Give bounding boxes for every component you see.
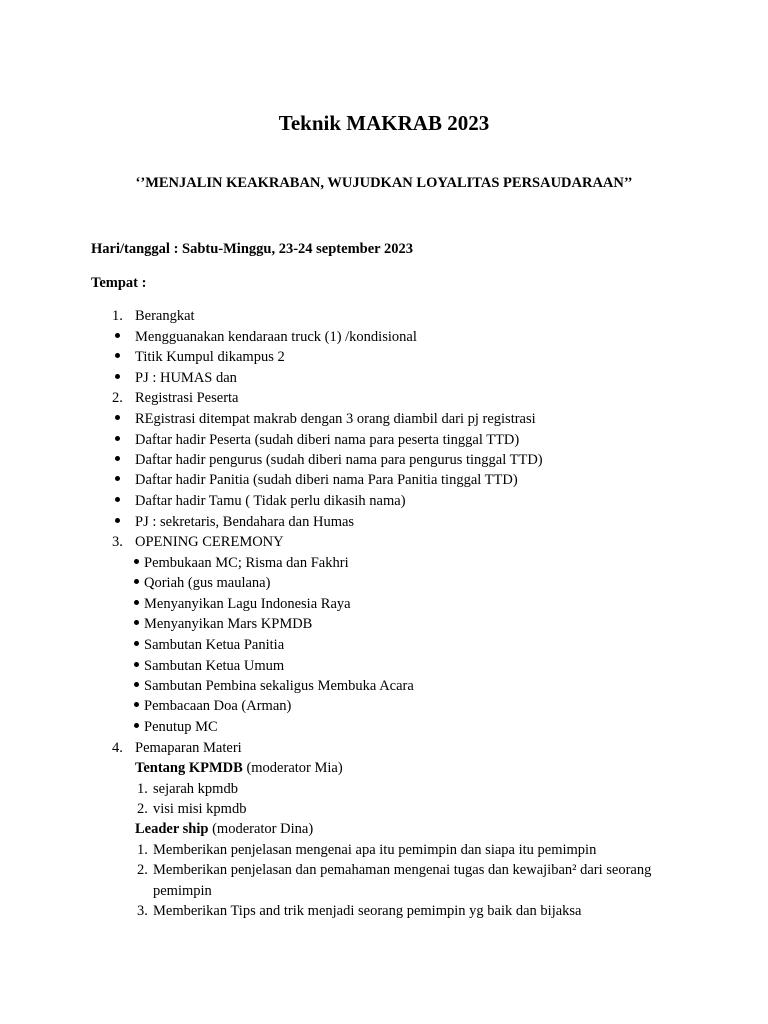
bullet-icon [134, 682, 139, 687]
list-item: Pembacaan Doa (Arman) [144, 698, 292, 714]
list-item: Sambutan Pembina sekaligus Membuka Acara [144, 678, 414, 694]
bullet-icon [115, 353, 120, 358]
sub-item: visi misi kpmdb [153, 801, 247, 817]
subsection-moderator: (moderator Mia) [242, 760, 343, 776]
bullet-icon [115, 497, 120, 502]
list-item: Daftar hadir pengurus (sudah diberi nama para pengurus tinggal TTD) [135, 452, 543, 468]
list-item: Qoriah (gus maulana) [144, 575, 271, 591]
sub-item: Memberikan Tips and trik menjadi seorang pemimpin yg baik dan bijaksa [153, 903, 582, 919]
list-item: Daftar hadir Tamu ( Tidak perlu dikasih nama) [135, 493, 406, 509]
section-4-title: Pemaparan Materi [135, 740, 242, 756]
section-2-title: Registrasi Peserta [135, 390, 239, 406]
document-motto: ‘’MENJALIN KEAKRABAN, WUJUDKAN LOYALITAS PERSAUDARAAN’’ [135, 175, 633, 191]
bullet-icon [115, 518, 120, 523]
sub-item-number: 1. [137, 842, 148, 858]
sub-item-number: 3. [137, 903, 148, 919]
subsection-title: Tentang KPMDB [135, 760, 243, 776]
section-1-title: Berangkat [135, 308, 195, 324]
list-item: REgistrasi ditempat makrab dengan 3 orang diambil dari pj registrasi [135, 411, 536, 427]
list-item: Titik Kumpul dikampus 2 [135, 349, 285, 365]
sub-item: Memberikan penjelasan dan pemahaman mengenai tugas dan kewajiban² dari seorang [153, 862, 652, 878]
bullet-icon [115, 436, 120, 441]
subsection-heading [135, 820, 313, 838]
list-item: Menyanyikan Mars KPMDB [144, 616, 313, 632]
subsection-title: Leader ship [135, 821, 209, 837]
bullet-icon [115, 415, 120, 420]
bullet-icon [115, 374, 120, 379]
place-label: Tempat : [91, 275, 147, 291]
sub-item: sejarah kpmdb [153, 781, 238, 797]
list-item: Daftar hadir Peserta (sudah diberi nama para peserta tinggal TTD) [135, 432, 520, 448]
sub-item-continuation: pemimpin [153, 883, 212, 899]
list-item: PJ : sekretaris, Bendahara dan Humas [135, 514, 355, 530]
section-3-number: 3. [112, 534, 123, 550]
document-title: Teknik MAKRAB 2023 [278, 111, 490, 135]
date-line: Hari/tanggal : Sabtu-Minggu, 23-24 september 2023 [91, 241, 413, 257]
section-4-number: 4. [112, 740, 123, 756]
subsection-heading [135, 759, 343, 777]
list-item: Sambutan Ketua Panitia [144, 637, 285, 653]
bullet-icon [134, 620, 139, 625]
section-3-title: OPENING CEREMONY [135, 534, 284, 550]
sub-item-number: 2. [137, 862, 148, 878]
list-item: Menyanyikan Lagu Indonesia Raya [144, 596, 351, 612]
bullet-icon [134, 600, 139, 605]
list-item: Penutup MC [144, 719, 218, 735]
list-item: Pembukaan MC; Risma dan Fakhri [144, 555, 349, 571]
bullet-icon [134, 559, 139, 564]
bullet-icon [115, 333, 120, 338]
list-item: PJ : HUMAS dan [135, 370, 237, 386]
sub-item-number: 1. [137, 781, 148, 797]
bullet-icon [134, 662, 139, 667]
bullet-icon [115, 476, 120, 481]
bullet-icon [134, 723, 139, 728]
bullet-icon [134, 641, 139, 646]
list-item: Daftar hadir Panitia (sudah diberi nama Para Panitia tinggal TTD) [135, 472, 518, 488]
bullet-icon [134, 579, 139, 584]
bullet-icon [115, 456, 120, 461]
sub-item: Memberikan penjelasan mengenai apa itu pemimpin dan siapa itu pemimpin [153, 842, 597, 858]
list-item: Mengguanakan kendaraan truck (1) /kondisional [135, 329, 417, 345]
subsection-moderator: (moderator Dina) [208, 821, 314, 837]
section-1-number: 1. [112, 308, 123, 324]
list-item: Sambutan Ketua Umum [144, 658, 285, 674]
section-2-number: 2. [112, 390, 123, 406]
bullet-icon [134, 702, 139, 707]
sub-item-number: 2. [137, 801, 148, 817]
